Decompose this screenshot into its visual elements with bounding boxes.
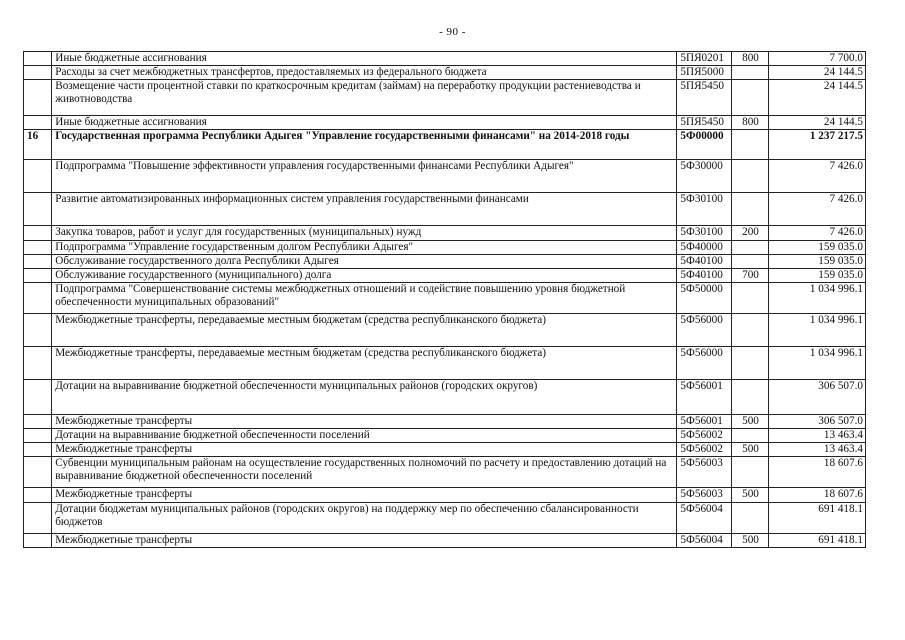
row-number-cell bbox=[24, 80, 52, 116]
row-name-cell: Подпрограмма "Повышение эффективности управления государственными финансами Республики Адыгея" bbox=[52, 160, 677, 193]
row-code-cell: 5Ф56004 bbox=[677, 534, 731, 548]
row-expense-type-cell: 500 bbox=[731, 443, 768, 457]
row-name-cell: Государственная программа Республики Адыгея "Управление государственными финансами" на 2014-2018 годы bbox=[52, 130, 677, 160]
row-number-cell bbox=[24, 443, 52, 457]
table-row bbox=[24, 269, 866, 283]
row-sum-cell: 159 035.0 bbox=[769, 241, 866, 255]
row-sum-cell: 691 418.1 bbox=[769, 534, 866, 548]
row-name-cell: Межбюджетные трансферты, передаваемые местным бюджетам (средства республиканского бюджета) bbox=[52, 314, 677, 347]
row-code-cell: 5Ф56003 bbox=[677, 457, 731, 488]
row-number-cell bbox=[24, 193, 52, 226]
row-number-cell bbox=[24, 52, 52, 66]
row-expense-type-cell: 800 bbox=[731, 116, 768, 130]
row-name-cell: Закупка товаров, работ и услуг для государственных (муниципальных) нужд bbox=[52, 226, 677, 241]
row-number-cell bbox=[24, 380, 52, 415]
row-name-cell: Возмещение части процентной ставки по краткосрочным кредитам (займам) на переработку продукции растениеводства и животноводства bbox=[52, 80, 677, 116]
row-number-cell bbox=[24, 415, 52, 429]
row-name-cell: Дотации на выравнивание бюджетной обеспеченности поселений bbox=[52, 429, 677, 443]
row-name-cell: Иные бюджетные ассигнования bbox=[52, 116, 677, 130]
row-number-cell bbox=[24, 314, 52, 347]
row-code-cell: 5Ф30100 bbox=[677, 193, 731, 226]
row-expense-type-cell: 500 bbox=[731, 488, 768, 503]
row-code-cell: 5ПЯ5000 bbox=[677, 66, 731, 80]
row-number-cell bbox=[24, 283, 52, 314]
row-sum-cell: 18 607.6 bbox=[769, 488, 866, 503]
row-expense-type-cell: 500 bbox=[731, 534, 768, 548]
row-code-cell: 5Ф56000 bbox=[677, 314, 731, 347]
row-expense-type-cell bbox=[731, 314, 768, 347]
row-code-cell: 5Ф50000 bbox=[677, 283, 731, 314]
row-name-cell: Межбюджетные трансферты, передаваемые местным бюджетам (средства республиканского бюджета) bbox=[52, 347, 677, 380]
row-expense-type-cell bbox=[731, 380, 768, 415]
row-sum-cell: 159 035.0 bbox=[769, 269, 866, 283]
row-sum-cell: 7 426.0 bbox=[769, 226, 866, 241]
table-row bbox=[24, 66, 866, 80]
row-number-cell bbox=[24, 347, 52, 380]
row-name-cell: Межбюджетные трансферты bbox=[52, 415, 677, 429]
table-row bbox=[24, 415, 866, 429]
row-name-cell: Подпрограмма "Совершенствование системы межбюджетных отношений и содействие повышению уровня бюджетной обеспеченности муниципальных образований" bbox=[52, 283, 677, 314]
table-row bbox=[24, 130, 866, 160]
row-expense-type-cell bbox=[731, 503, 768, 534]
row-sum-cell: 13 463.4 bbox=[769, 443, 866, 457]
row-number-cell bbox=[24, 534, 52, 548]
table-row bbox=[24, 347, 866, 380]
row-expense-type-cell bbox=[731, 193, 768, 226]
row-number-cell: 16 bbox=[24, 130, 52, 160]
table-row bbox=[24, 283, 866, 314]
row-code-cell: 5ПЯ0201 bbox=[677, 52, 731, 66]
row-number-cell bbox=[24, 503, 52, 534]
table-row bbox=[24, 226, 866, 241]
row-code-cell: 5Ф40100 bbox=[677, 255, 731, 269]
row-number-cell bbox=[24, 457, 52, 488]
budget-table-body bbox=[24, 52, 866, 548]
row-code-cell: 5Ф30100 bbox=[677, 226, 731, 241]
row-expense-type-cell bbox=[731, 347, 768, 380]
row-expense-type-cell bbox=[731, 283, 768, 314]
row-number-cell bbox=[24, 116, 52, 130]
row-sum-cell: 306 507.0 bbox=[769, 415, 866, 429]
row-code-cell: 5Ф56001 bbox=[677, 380, 731, 415]
row-code-cell: 5ПЯ5450 bbox=[677, 80, 731, 116]
row-code-cell: 5Ф30000 bbox=[677, 160, 731, 193]
row-sum-cell: 7 700.0 bbox=[769, 52, 866, 66]
row-number-cell bbox=[24, 160, 52, 193]
table-row bbox=[24, 160, 866, 193]
table-row bbox=[24, 503, 866, 534]
row-expense-type-cell: 700 bbox=[731, 269, 768, 283]
row-expense-type-cell bbox=[731, 457, 768, 488]
row-sum-cell: 1 034 996.1 bbox=[769, 347, 866, 380]
table-row bbox=[24, 457, 866, 488]
row-code-cell: 5Ф56004 bbox=[677, 503, 731, 534]
row-sum-cell: 18 607.6 bbox=[769, 457, 866, 488]
row-number-cell bbox=[24, 269, 52, 283]
row-name-cell: Дотации на выравнивание бюджетной обеспеченности муниципальных районов (городских округов) bbox=[52, 380, 677, 415]
row-name-cell: Обслуживание государственного (муниципального) долга bbox=[52, 269, 677, 283]
budget-table bbox=[23, 51, 866, 548]
table-row bbox=[24, 80, 866, 116]
row-sum-cell: 7 426.0 bbox=[769, 193, 866, 226]
row-number-cell bbox=[24, 488, 52, 503]
row-expense-type-cell bbox=[731, 130, 768, 160]
table-row bbox=[24, 429, 866, 443]
row-expense-type-cell: 800 bbox=[731, 52, 768, 66]
row-sum-cell: 1 034 996.1 bbox=[769, 314, 866, 347]
row-code-cell: 5ПЯ5450 bbox=[677, 116, 731, 130]
row-expense-type-cell bbox=[731, 255, 768, 269]
table-row bbox=[24, 488, 866, 503]
table-row bbox=[24, 52, 866, 66]
row-sum-cell: 13 463.4 bbox=[769, 429, 866, 443]
table-row bbox=[24, 116, 866, 130]
row-number-cell bbox=[24, 66, 52, 80]
row-expense-type-cell: 200 bbox=[731, 226, 768, 241]
row-expense-type-cell: 500 bbox=[731, 415, 768, 429]
table-row bbox=[24, 241, 866, 255]
row-sum-cell: 691 418.1 bbox=[769, 503, 866, 534]
row-code-cell: 5Ф56000 bbox=[677, 347, 731, 380]
table-row bbox=[24, 443, 866, 457]
row-name-cell: Межбюджетные трансферты bbox=[52, 443, 677, 457]
row-sum-cell: 1 034 996.1 bbox=[769, 283, 866, 314]
table-row bbox=[24, 193, 866, 226]
row-expense-type-cell bbox=[731, 429, 768, 443]
row-name-cell: Иные бюджетные ассигнования bbox=[52, 52, 677, 66]
row-sum-cell: 7 426.0 bbox=[769, 160, 866, 193]
row-name-cell: Развитие автоматизированных информационных систем управления государственными финансами bbox=[52, 193, 677, 226]
row-sum-cell: 306 507.0 bbox=[769, 380, 866, 415]
row-name-cell: Обслуживание государственного долга Республики Адыгея bbox=[52, 255, 677, 269]
row-name-cell: Субвенции муниципальным районам на осуществление государственных полномочий по расчету и предоставлению дотаций на выравнивание бюджетной обеспеченности поселений bbox=[52, 457, 677, 488]
row-name-cell: Расходы за счет межбюджетных трансфертов, предоставляемых из федерального бюджета bbox=[52, 66, 677, 80]
row-sum-cell: 24 144.5 bbox=[769, 66, 866, 80]
row-expense-type-cell bbox=[731, 66, 768, 80]
row-code-cell: 5Ф56001 bbox=[677, 415, 731, 429]
row-expense-type-cell bbox=[731, 80, 768, 116]
row-name-cell: Подпрограмма "Управление государственным долгом Республики Адыгея" bbox=[52, 241, 677, 255]
row-name-cell: Дотации бюджетам муниципальных районов (городских округов) на поддержку мер по обеспечению сбалансированности бюджетов bbox=[52, 503, 677, 534]
table-row bbox=[24, 380, 866, 415]
row-number-cell bbox=[24, 241, 52, 255]
row-sum-cell: 24 144.5 bbox=[769, 80, 866, 116]
row-number-cell bbox=[24, 429, 52, 443]
row-code-cell: 5Ф56003 bbox=[677, 488, 731, 503]
row-number-cell bbox=[24, 226, 52, 241]
row-sum-cell: 159 035.0 bbox=[769, 255, 866, 269]
row-sum-cell: 1 237 217.5 bbox=[769, 130, 866, 160]
row-number-cell bbox=[24, 255, 52, 269]
row-name-cell: Межбюджетные трансферты bbox=[52, 488, 677, 503]
row-expense-type-cell bbox=[731, 160, 768, 193]
row-expense-type-cell bbox=[731, 241, 768, 255]
row-code-cell: 5Ф00000 bbox=[677, 130, 731, 160]
row-name-cell: Межбюджетные трансферты bbox=[52, 534, 677, 548]
table-row bbox=[24, 534, 866, 548]
row-code-cell: 5Ф56002 bbox=[677, 429, 731, 443]
row-code-cell: 5Ф40000 bbox=[677, 241, 731, 255]
table-row bbox=[24, 255, 866, 269]
table-row bbox=[24, 314, 866, 347]
row-code-cell: 5Ф56002 bbox=[677, 443, 731, 457]
page-number: - 90 - bbox=[439, 26, 466, 38]
row-code-cell: 5Ф40100 bbox=[677, 269, 731, 283]
row-sum-cell: 24 144.5 bbox=[769, 116, 866, 130]
